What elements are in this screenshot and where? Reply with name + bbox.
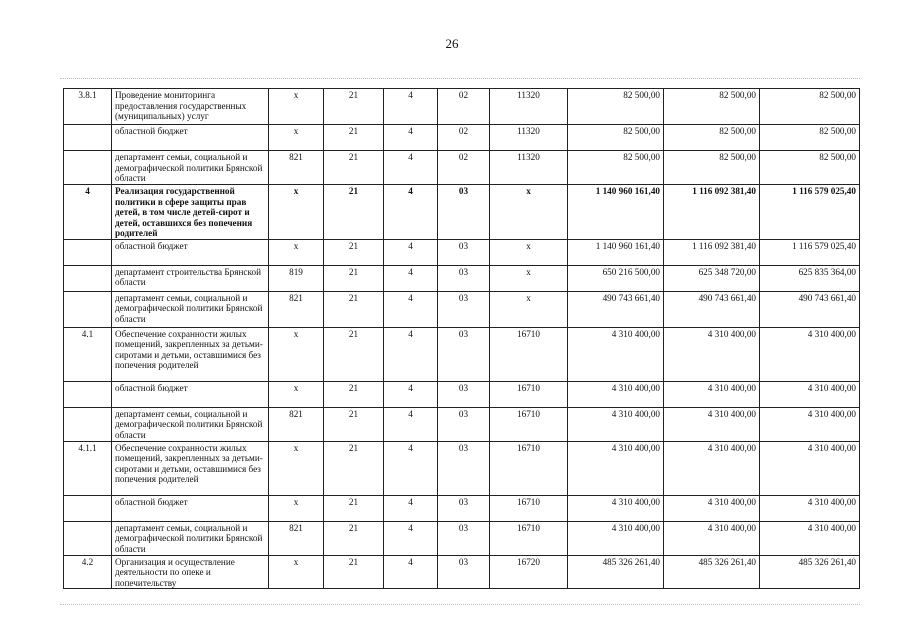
code-a: 21	[324, 151, 384, 185]
amount-year-1: 82 500,00	[568, 151, 664, 185]
amount-year-3: 4 310 400,00	[760, 495, 860, 521]
code-a: 21	[324, 265, 384, 291]
code-a: 21	[324, 555, 384, 589]
row-name: областной бюджет	[112, 239, 269, 265]
code-c: 02	[438, 89, 490, 125]
amount-year-3: 1 116 579 025,40	[760, 239, 860, 265]
amount-year-1: 4 310 400,00	[568, 327, 664, 381]
grbs-code: х	[269, 441, 324, 495]
code-a: 21	[324, 291, 384, 327]
grbs-code: 821	[269, 407, 324, 441]
code-d: 11320	[490, 89, 568, 125]
row-number	[64, 381, 112, 407]
grbs-code: 821	[269, 151, 324, 185]
code-c: 03	[438, 291, 490, 327]
table-row	[64, 521, 860, 555]
amount-year-1: 1 140 960 161,40	[568, 185, 664, 240]
code-d: 16710	[490, 407, 568, 441]
row-name: департамент семьи, социальной и демографической политики Брянской области	[112, 151, 269, 185]
code-c: 03	[438, 521, 490, 555]
amount-year-1: 82 500,00	[568, 89, 664, 125]
code-a: 21	[324, 125, 384, 151]
budget-table	[63, 88, 860, 589]
grbs-code: 821	[269, 521, 324, 555]
grbs-code: х	[269, 185, 324, 240]
row-name: Реализация государственной политики в сфере защиты прав детей, в том числе детей-сирот и детей, оставшихся без попечения родителей	[112, 185, 269, 240]
amount-year-1: 485 326 261,40	[568, 555, 664, 589]
row-number: 4.1	[64, 327, 112, 381]
amount-year-2: 1 116 092 381,40	[664, 239, 760, 265]
code-d: 16710	[490, 521, 568, 555]
code-c: 03	[438, 239, 490, 265]
table-row	[64, 381, 860, 407]
row-number	[64, 265, 112, 291]
row-name: департамент строительства Брянской области	[112, 265, 269, 291]
row-name: областной бюджет	[112, 125, 269, 151]
row-number: 4	[64, 185, 112, 240]
code-b: 4	[384, 291, 438, 327]
row-name: Организация и осуществление деятельности по опеке и попечительству	[112, 555, 269, 589]
code-c: 03	[438, 555, 490, 589]
row-name: Обеспечение сохранности жилых помещений, закрепленных за детьми-сиротами и детьми, оставшимися без попечения родителей	[112, 327, 269, 381]
code-d: х	[490, 239, 568, 265]
amount-year-3: 1 116 579 025,40	[760, 185, 860, 240]
amount-year-2: 82 500,00	[664, 151, 760, 185]
amount-year-2: 82 500,00	[664, 125, 760, 151]
amount-year-1: 650 216 500,00	[568, 265, 664, 291]
amount-year-2: 625 348 720,00	[664, 265, 760, 291]
code-d: 11320	[490, 151, 568, 185]
code-a: 21	[324, 381, 384, 407]
amount-year-3: 4 310 400,00	[760, 521, 860, 555]
table-row	[64, 265, 860, 291]
grbs-code: х	[269, 327, 324, 381]
amount-year-1: 4 310 400,00	[568, 495, 664, 521]
row-number: 3.8.1	[64, 89, 112, 125]
table-row	[64, 441, 860, 495]
row-number: 4.1.1	[64, 441, 112, 495]
code-d: х	[490, 265, 568, 291]
code-c: 03	[438, 185, 490, 240]
code-a: 21	[324, 239, 384, 265]
row-number	[64, 495, 112, 521]
amount-year-3: 4 310 400,00	[760, 407, 860, 441]
grbs-code: 821	[269, 291, 324, 327]
code-a: 21	[324, 185, 384, 240]
code-b: 4	[384, 151, 438, 185]
amount-year-2: 82 500,00	[664, 89, 760, 125]
table-row	[64, 327, 860, 381]
grbs-code: х	[269, 381, 324, 407]
amount-year-3: 490 743 661,40	[760, 291, 860, 327]
code-c: 02	[438, 151, 490, 185]
grbs-code: х	[269, 495, 324, 521]
amount-year-2: 4 310 400,00	[664, 521, 760, 555]
grbs-code: х	[269, 239, 324, 265]
amount-year-1: 1 140 960 161,40	[568, 239, 664, 265]
code-b: 4	[384, 381, 438, 407]
amount-year-2: 490 743 661,40	[664, 291, 760, 327]
scan-rule-bottom	[60, 604, 860, 605]
table-row	[64, 89, 860, 125]
amount-year-3: 82 500,00	[760, 151, 860, 185]
code-d: 16710	[490, 495, 568, 521]
amount-year-3: 485 326 261,40	[760, 555, 860, 589]
amount-year-1: 490 743 661,40	[568, 291, 664, 327]
code-a: 21	[324, 521, 384, 555]
amount-year-2: 1 116 092 381,40	[664, 185, 760, 240]
code-b: 4	[384, 441, 438, 495]
code-a: 21	[324, 495, 384, 521]
row-number: 4.2	[64, 555, 112, 589]
amount-year-3: 4 310 400,00	[760, 327, 860, 381]
row-name: областной бюджет	[112, 381, 269, 407]
code-d: 16720	[490, 555, 568, 589]
code-c: 03	[438, 441, 490, 495]
budget-table-body	[64, 89, 860, 589]
code-a: 21	[324, 407, 384, 441]
code-c: 03	[438, 327, 490, 381]
grbs-code: х	[269, 555, 324, 589]
table-row	[64, 495, 860, 521]
code-b: 4	[384, 407, 438, 441]
page-number: 26	[445, 36, 459, 51]
row-number	[64, 125, 112, 151]
code-d: 16710	[490, 327, 568, 381]
row-name: областной бюджет	[112, 495, 269, 521]
table-row	[64, 291, 860, 327]
code-b: 4	[384, 495, 438, 521]
code-d: 16710	[490, 381, 568, 407]
code-b: 4	[384, 185, 438, 240]
code-d: 16710	[490, 441, 568, 495]
code-a: 21	[324, 441, 384, 495]
code-b: 4	[384, 327, 438, 381]
row-name: департамент семьи, социальной и демографической политики Брянской области	[112, 407, 269, 441]
code-a: 21	[324, 89, 384, 125]
code-d: х	[490, 185, 568, 240]
code-b: 4	[384, 89, 438, 125]
amount-year-2: 4 310 400,00	[664, 495, 760, 521]
row-name: Обеспечение сохранности жилых помещений, закрепленных за детьми-сиротами и детьми, оставшимися без попечения родителей	[112, 441, 269, 495]
amount-year-3: 4 310 400,00	[760, 441, 860, 495]
row-number	[64, 521, 112, 555]
code-b: 4	[384, 125, 438, 151]
amount-year-2: 4 310 400,00	[664, 381, 760, 407]
amount-year-2: 4 310 400,00	[664, 407, 760, 441]
code-d: х	[490, 291, 568, 327]
table-row	[64, 407, 860, 441]
amount-year-3: 4 310 400,00	[760, 381, 860, 407]
amount-year-1: 4 310 400,00	[568, 441, 664, 495]
code-b: 4	[384, 265, 438, 291]
row-name: Проведение мониторинга предоставления государственных (муниципальных) услуг	[112, 89, 269, 125]
amount-year-3: 82 500,00	[760, 89, 860, 125]
amount-year-3: 82 500,00	[760, 125, 860, 151]
code-c: 03	[438, 495, 490, 521]
row-name: департамент семьи, социальной и демографической политики Брянской области	[112, 521, 269, 555]
table-row	[64, 151, 860, 185]
code-c: 03	[438, 381, 490, 407]
code-c: 02	[438, 125, 490, 151]
table-row	[64, 239, 860, 265]
amount-year-2: 4 310 400,00	[664, 441, 760, 495]
row-number	[64, 291, 112, 327]
table-row	[64, 185, 860, 240]
amount-year-1: 4 310 400,00	[568, 407, 664, 441]
code-c: 03	[438, 407, 490, 441]
amount-year-1: 82 500,00	[568, 125, 664, 151]
amount-year-1: 4 310 400,00	[568, 381, 664, 407]
table-row	[64, 125, 860, 151]
amount-year-2: 4 310 400,00	[664, 327, 760, 381]
code-b: 4	[384, 521, 438, 555]
row-number	[64, 407, 112, 441]
amount-year-1: 4 310 400,00	[568, 521, 664, 555]
code-d: 11320	[490, 125, 568, 151]
amount-year-3: 625 835 364,00	[760, 265, 860, 291]
code-a: 21	[324, 327, 384, 381]
table-row	[64, 555, 860, 589]
grbs-code: х	[269, 89, 324, 125]
row-number	[64, 239, 112, 265]
row-name: департамент семьи, социальной и демографической политики Брянской области	[112, 291, 269, 327]
code-c: 03	[438, 265, 490, 291]
row-number	[64, 151, 112, 185]
grbs-code: х	[269, 125, 324, 151]
code-b: 4	[384, 239, 438, 265]
amount-year-2: 485 326 261,40	[664, 555, 760, 589]
code-b: 4	[384, 555, 438, 589]
scan-rule-top	[60, 78, 860, 79]
grbs-code: 819	[269, 265, 324, 291]
